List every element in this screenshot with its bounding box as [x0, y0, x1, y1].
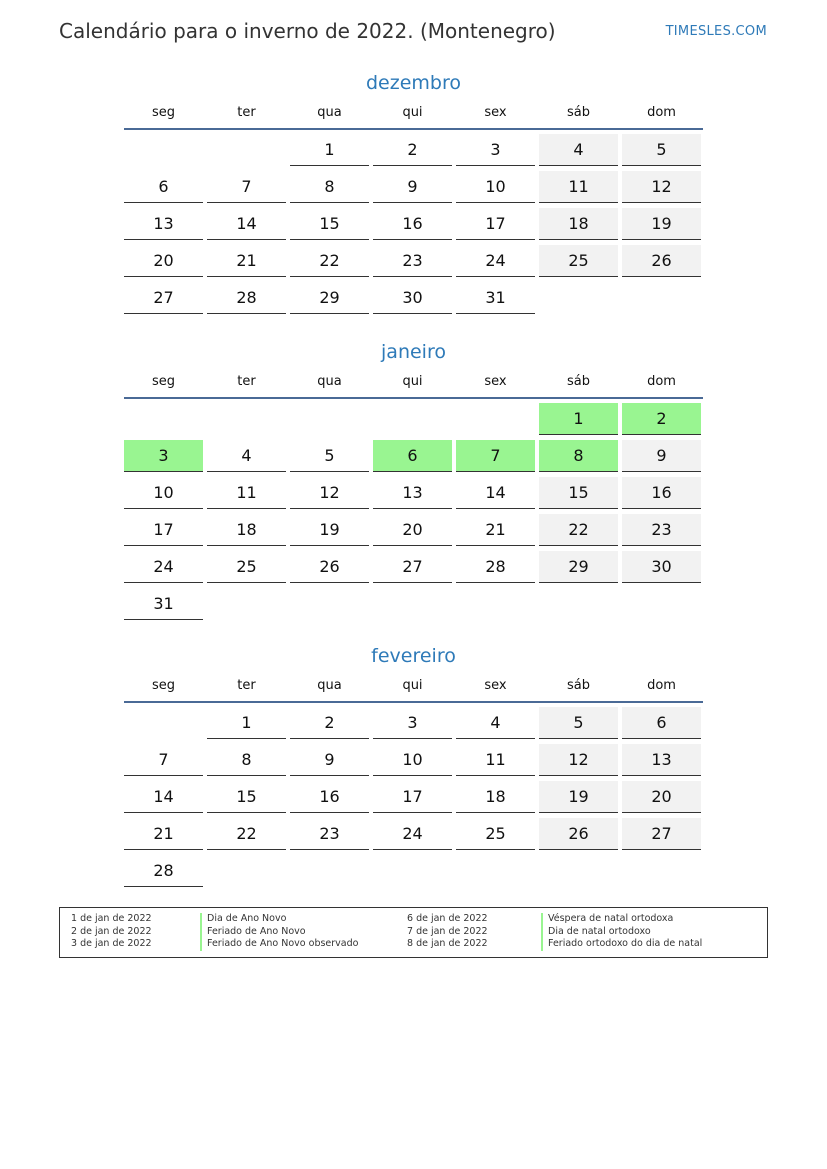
day-cell: 17: [373, 781, 452, 813]
day-cell: 28: [456, 551, 535, 583]
holiday-day-cell: 6: [373, 440, 452, 472]
day-cell: 20: [373, 514, 452, 546]
day-cell: 23: [622, 514, 701, 546]
day-cell: 13: [373, 477, 452, 509]
day-cell: 17: [456, 208, 535, 240]
day-cell: 21: [124, 818, 203, 850]
day-cell: 5: [622, 134, 701, 166]
day-cell: 20: [124, 245, 203, 277]
legend-date: 7 de jan de 2022: [407, 925, 488, 937]
holiday-legend: [59, 907, 768, 958]
day-cell: 15: [207, 781, 286, 813]
day-cell: 26: [622, 245, 701, 277]
day-cell: 24: [124, 551, 203, 583]
day-cell: 22: [207, 818, 286, 850]
day-cell: 4: [207, 440, 286, 472]
day-cell: 3: [373, 707, 452, 739]
day-cell: 11: [207, 477, 286, 509]
day-cell: 14: [456, 477, 535, 509]
day-cell: 10: [124, 477, 203, 509]
day-cell: 27: [124, 282, 203, 314]
day-cell: 18: [456, 781, 535, 813]
day-cell: 23: [373, 245, 452, 277]
day-cell: 21: [207, 245, 286, 277]
day-cell: 28: [207, 282, 286, 314]
weekday-label: qui: [402, 374, 423, 389]
day-cell: 14: [207, 208, 286, 240]
weekday-label: qua: [317, 105, 342, 120]
day-cell: 22: [539, 514, 618, 546]
day-cell: 15: [539, 477, 618, 509]
day-cell: 11: [456, 744, 535, 776]
day-cell: 30: [373, 282, 452, 314]
day-cell: 19: [539, 781, 618, 813]
weekday-label: sáb: [567, 374, 590, 389]
empty-cell: [124, 403, 203, 434]
weekday-label: qua: [317, 374, 342, 389]
weekday-header: [124, 102, 703, 130]
month-title: janeiro: [381, 341, 446, 363]
day-cell: 6: [124, 171, 203, 203]
day-cell: 19: [290, 514, 369, 546]
day-cell: 24: [456, 245, 535, 277]
legend-date: 3 de jan de 2022: [71, 938, 152, 949]
weekday-label: sáb: [567, 678, 590, 693]
day-cell: 25: [456, 818, 535, 850]
day-cell: 9: [290, 744, 369, 776]
brand-link[interactable]: TIMESLES.COM: [665, 24, 767, 39]
legend-holiday-name: Feriado de Ano Novo observado: [200, 938, 358, 951]
day-cell: 26: [290, 551, 369, 583]
day-cell: 26: [539, 818, 618, 850]
empty-cell: [124, 707, 203, 738]
day-cell: 22: [290, 245, 369, 277]
month-janeiro: [124, 338, 703, 620]
weekday-label: dom: [647, 374, 676, 389]
day-cell: 2: [373, 134, 452, 166]
day-cell: 5: [290, 440, 369, 472]
legend-names-right: [541, 913, 702, 951]
day-cell: 13: [124, 208, 203, 240]
day-cell: 5: [539, 707, 618, 739]
legend-holiday-name: Feriado de Ano Novo: [200, 926, 358, 939]
day-grid: [124, 707, 703, 887]
weekday-label: ter: [237, 105, 256, 120]
empty-cell: [373, 403, 452, 434]
day-cell: 19: [622, 208, 701, 240]
weekday-label: qui: [402, 105, 423, 120]
day-cell: 8: [290, 171, 369, 203]
weekday-label: ter: [237, 374, 256, 389]
weekday-label: sáb: [567, 105, 590, 120]
legend-date: 2 de jan de 2022: [71, 925, 152, 937]
weekday-label: seg: [151, 678, 176, 693]
legend-date: 6 de jan de 2022: [407, 913, 488, 924]
weekday-label: qua: [317, 678, 342, 693]
day-cell: 2: [290, 707, 369, 739]
empty-cell: [124, 134, 203, 165]
day-cell: 12: [539, 744, 618, 776]
legend-date: 8 de jan de 2022: [407, 938, 488, 949]
day-cell: 15: [290, 208, 369, 240]
day-cell: 31: [456, 282, 535, 314]
day-cell: 10: [373, 744, 452, 776]
holiday-day-cell: 2: [622, 403, 701, 435]
legend-dates-left: [71, 913, 152, 951]
legend-holiday-name: Dia de natal ortodoxo: [541, 926, 702, 939]
day-cell: 3: [456, 134, 535, 166]
month-title: dezembro: [366, 72, 461, 94]
day-cell: 16: [373, 208, 452, 240]
weekday-label: dom: [647, 105, 676, 120]
day-cell: 1: [290, 134, 369, 166]
weekday-label: qui: [402, 678, 423, 693]
day-cell: 27: [622, 818, 701, 850]
weekday-label: dom: [647, 678, 676, 693]
day-cell: 4: [539, 134, 618, 166]
day-cell: 11: [539, 171, 618, 203]
legend-holiday-name: Dia de Ano Novo: [200, 913, 358, 926]
day-cell: 13: [622, 744, 701, 776]
day-cell: 1: [207, 707, 286, 739]
legend-holiday-name: Véspera de natal ortodoxa: [541, 913, 702, 926]
holiday-day-cell: 1: [539, 403, 618, 435]
day-cell: 29: [290, 282, 369, 314]
day-cell: 14: [124, 781, 203, 813]
day-cell: 4: [456, 707, 535, 739]
holiday-day-cell: 3: [124, 440, 203, 472]
day-cell: 20: [622, 781, 701, 813]
weekday-label: ter: [237, 678, 256, 693]
day-cell: 18: [539, 208, 618, 240]
day-cell: 25: [207, 551, 286, 583]
legend-dates-right: [407, 913, 488, 951]
empty-cell: [456, 403, 535, 434]
day-cell: 18: [207, 514, 286, 546]
weekday-label: sex: [484, 678, 507, 693]
month-fevereiro: [124, 642, 703, 887]
day-cell: 7: [207, 171, 286, 203]
legend-names-left: [200, 913, 358, 951]
empty-cell: [207, 134, 286, 165]
day-cell: 9: [373, 171, 452, 203]
empty-cell: [207, 403, 286, 434]
weekday-label: sex: [484, 105, 507, 120]
day-grid: [124, 403, 703, 620]
weekday-label: seg: [151, 374, 176, 389]
day-cell: 16: [290, 781, 369, 813]
day-cell: 25: [539, 245, 618, 277]
day-cell: 28: [124, 855, 203, 887]
weekday-label: sex: [484, 374, 507, 389]
holiday-day-cell: 8: [539, 440, 618, 472]
month-title: fevereiro: [371, 645, 456, 667]
day-cell: 9: [622, 440, 701, 472]
weekday-header: [124, 675, 703, 703]
holiday-day-cell: 7: [456, 440, 535, 472]
empty-cell: [290, 403, 369, 434]
day-cell: 29: [539, 551, 618, 583]
weekday-header: [124, 371, 703, 399]
day-cell: 16: [622, 477, 701, 509]
month-dezembro: [124, 69, 703, 314]
day-cell: 7: [124, 744, 203, 776]
day-grid: [124, 134, 703, 314]
day-cell: 23: [290, 818, 369, 850]
day-cell: 21: [456, 514, 535, 546]
day-cell: 12: [290, 477, 369, 509]
day-cell: 6: [622, 707, 701, 739]
day-cell: 31: [124, 588, 203, 620]
legend-holiday-name: Feriado ortodoxo do dia de natal: [541, 938, 702, 951]
day-cell: 10: [456, 171, 535, 203]
day-cell: 27: [373, 551, 452, 583]
day-cell: 24: [373, 818, 452, 850]
page-title: Calendário para o inverno de 2022. (Montenegro): [59, 19, 556, 43]
day-cell: 30: [622, 551, 701, 583]
weekday-label: seg: [151, 105, 176, 120]
day-cell: 17: [124, 514, 203, 546]
day-cell: 12: [622, 171, 701, 203]
legend-date: 1 de jan de 2022: [71, 913, 152, 924]
day-cell: 8: [207, 744, 286, 776]
